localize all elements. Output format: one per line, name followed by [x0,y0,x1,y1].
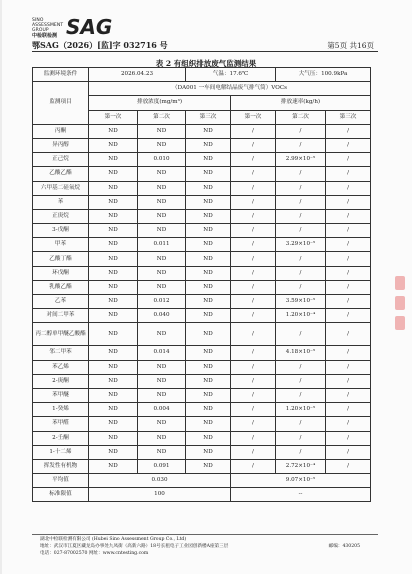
rate-cell: / [326,124,371,138]
concentration-cell: ND [186,124,231,138]
concentration-cell: ND [186,459,231,473]
table-row [33,295,371,309]
footer-postcode: 邮编：430205 [328,544,360,549]
pollutant-name: 异丙醇 [33,138,89,152]
logo-sag-text: SAG [66,15,113,39]
rate-cell: / [231,374,276,388]
document-number: 鄂SAG（2026）[监]字 032716 号 [32,40,168,50]
cond-label: 监测环境条件 [33,68,89,82]
concentration-cell: ND [138,388,186,402]
concentration-cell: ND [138,431,186,445]
concentration-cell: ND [186,138,231,152]
concentration-cell: ND [89,195,138,209]
concentration-cell: ND [186,388,231,402]
table-row [33,138,371,152]
rate-cell: / [326,431,371,445]
footer-company: 湖北中检联检测有限公司 (Hubei Sino Assessment Group Co., Ltd) [40,537,187,542]
rate-header: 排放速率(kg/h) [231,96,371,110]
rate-cell: / [276,209,326,223]
concentration-cell: ND [186,417,231,431]
table-row [33,209,371,223]
rate-cell: / [231,445,276,459]
pollutant-name: 乙酸乙酯 [33,167,89,181]
concentration-cell: ND [138,252,186,266]
concentration-cell: ND [138,167,186,181]
concentration-cell: ND [89,167,138,181]
rate-cell: / [231,280,276,294]
rate-cell: / [231,295,276,309]
pollutant-name: 正己烷 [33,153,89,167]
limit-rate: -- [231,488,371,502]
concentration-cell: 0.011 [138,238,186,252]
avg-conc: 0.030 [89,474,231,488]
concentration-cell: ND [186,224,231,238]
table-row [33,153,371,167]
cond-pressure: 大气压：100.9kPa [276,68,371,82]
concentration-cell: ND [186,346,231,360]
concentration-cell: ND [186,323,231,346]
pollutant-name: 丙酮 [33,124,89,138]
rate-cell: / [326,167,371,181]
pollutant-name: 苯乙烯 [33,360,89,374]
rate-cell: / [276,195,326,209]
rate-cell: / [276,374,326,388]
rate-cell: / [326,195,371,209]
concentration-cell: ND [186,167,231,181]
concentration-cell: 0.091 [138,459,186,473]
footer-divider [32,534,378,535]
rate-cell: / [276,417,326,431]
pollutant-name: 3-戊酮 [33,224,89,238]
rate-cell: / [326,388,371,402]
rate-cell: / [231,181,276,195]
rate-cell: / [326,252,371,266]
concentration-cell: ND [89,360,138,374]
rate-cell: / [326,181,371,195]
limit-conc: 100 [89,488,231,502]
concentration-cell: ND [89,459,138,473]
concentration-cell: ND [138,209,186,223]
logo-mark [32,18,64,40]
rate-cell: / [326,238,371,252]
pollutant-name: 2-庚酮 [33,374,89,388]
concentration-cell: ND [138,374,186,388]
rate-cell: / [326,374,371,388]
rate-cell: / [326,209,371,223]
rate-cell: / [326,224,371,238]
concentration-cell: ND [186,238,231,252]
pollutant-name: 苯 [33,195,89,209]
concentration-cell: ND [89,209,138,223]
concentration-cell: ND [186,181,231,195]
table-row [33,323,371,346]
rate-cell: 3.59×10⁻⁵ [276,295,326,309]
page-number: 第5页 共16页 [327,41,374,50]
rate-cell: / [231,238,276,252]
logo-sino-text: SINO ASSESSMENT GROUP [32,18,64,33]
table-row [33,403,371,417]
rate-cell: 4.18×10⁻⁵ [276,346,326,360]
rate-cell: / [231,323,276,346]
concentration-cell: ND [186,431,231,445]
rate-cell: / [326,266,371,280]
concentration-cell: ND [89,388,138,402]
rate-cell: / [326,295,371,309]
concentration-cell: ND [89,346,138,360]
rate-cell: / [326,346,371,360]
rate-cell: / [231,209,276,223]
average-row [33,474,371,488]
pollutant-name: 正庚烷 [33,209,89,223]
concentration-cell: ND [186,195,231,209]
table-row [33,417,371,431]
sub-header: 第三次 [186,110,231,124]
rate-cell: / [231,153,276,167]
rate-cell: / [326,445,371,459]
pollutant-name: 环戊酮 [33,266,89,280]
rate-cell: / [231,388,276,402]
rate-cell: / [326,309,371,323]
concentration-cell: ND [138,445,186,459]
table-row [33,266,371,280]
concentration-cell: ND [89,417,138,431]
rate-cell: / [231,167,276,181]
rate-cell: / [231,309,276,323]
concentration-cell: ND [89,323,138,346]
concentration-cell: ND [89,266,138,280]
concentration-cell: ND [89,224,138,238]
logo-cn-text: 中检联检测 [32,33,58,39]
rate-cell: / [326,280,371,294]
rate-cell: 3.29×10⁻⁵ [276,238,326,252]
cond-temp: 气温：17.6℃ [186,68,276,82]
rate-cell: / [326,138,371,152]
concentration-cell: ND [89,238,138,252]
rate-cell: / [326,323,371,346]
rate-cell: / [276,138,326,152]
rate-cell: / [326,459,371,473]
footer-address: 地址：武汉市江夏区藏龙岛办事处九凤街（高新六路）18号长租电子工业园创新楼A座第三层 [40,544,229,549]
table-row [33,309,371,323]
concentration-cell: ND [186,360,231,374]
table-row [33,445,371,459]
concentration-cell: ND [138,138,186,152]
concentration-cell: ND [186,153,231,167]
rate-cell: / [231,224,276,238]
rate-cell: / [276,388,326,402]
sub-header: 第三次 [326,110,371,124]
concentration-cell: ND [89,252,138,266]
concentration-cell: ND [138,266,186,280]
rate-cell: / [231,138,276,152]
table-row [33,459,371,473]
concentration-cell: ND [138,323,186,346]
rate-cell: / [276,323,326,346]
table-row [33,195,371,209]
rate-cell: / [231,346,276,360]
concentration-cell: 0.010 [138,153,186,167]
page-footer [40,536,380,557]
pollutant-name: 2-壬酮 [33,431,89,445]
concentration-cell: ND [186,252,231,266]
rate-cell: / [276,266,326,280]
concentration-cell: ND [186,295,231,309]
seal-stamp [395,270,411,410]
pollutant-name: 乳酸乙酯 [33,280,89,294]
rate-cell: / [231,266,276,280]
pollutant-name: 丙二醇单甲醚乙酸酯 [33,323,89,346]
rate-cell: / [326,360,371,374]
pollutant-name: 乙苯 [33,295,89,309]
table-row [33,388,371,402]
rate-cell: / [276,445,326,459]
rate-cell: / [276,167,326,181]
rate-cell: / [231,360,276,374]
sub-header: 第二次 [138,110,186,124]
table-row [33,374,371,388]
concentration-cell: ND [186,280,231,294]
limit-label: 标准限值 [33,488,89,502]
concentration-cell: ND [89,181,138,195]
sub-header: 第一次 [89,110,138,124]
sub-header: 第一次 [231,110,276,124]
rate-cell: / [326,403,371,417]
rate-cell: 2.72×10⁻⁴ [276,459,326,473]
rate-cell: / [326,417,371,431]
company-logo [32,16,122,40]
rate-cell: / [231,195,276,209]
concentration-cell: ND [138,417,186,431]
pollutant-name: 1-十二烯 [33,445,89,459]
concentration-cell: ND [186,309,231,323]
pollutant-name: 对间二甲苯 [33,309,89,323]
table-row [33,252,371,266]
limit-row [33,488,371,502]
concentration-cell: ND [138,360,186,374]
table-row [33,124,371,138]
table-row [33,181,371,195]
pollutant-name: 苯甲醛 [33,417,89,431]
conditions-row [33,68,371,82]
table-row [33,167,371,181]
concentration-cell: 0.012 [138,295,186,309]
table-row [33,431,371,445]
table-title: 表 2 有组织排放废气监测结果 [155,59,257,68]
concentration-cell: ND [89,138,138,152]
concentration-cell: 0.040 [138,309,186,323]
pollutant-name: 甲苯 [33,238,89,252]
rate-cell: / [276,224,326,238]
concentration-cell: ND [186,374,231,388]
rate-cell: / [276,431,326,445]
concentration-cell: 0.014 [138,346,186,360]
concentration-cell: ND [138,195,186,209]
rate-cell: / [276,252,326,266]
source-label: （DA001 一车间电解结晶废气排气筒）VOCs [89,82,371,96]
avg-label: 平均值 [33,474,89,488]
concentration-cell: ND [89,445,138,459]
concentration-cell: ND [186,403,231,417]
rate-cell: 1.20×10⁻⁴ [276,309,326,323]
table-row [33,346,371,360]
concentration-cell: 0.004 [138,403,186,417]
concentration-cell: ND [138,280,186,294]
page-edge [0,0,2,574]
concentration-cell: ND [186,209,231,223]
pollutant-name: 乙酸丁酯 [33,252,89,266]
rate-cell: / [276,181,326,195]
concentration-cell: ND [138,124,186,138]
rate-cell: / [231,459,276,473]
concentration-cell: ND [89,280,138,294]
rate-cell: / [231,417,276,431]
source-row [33,82,371,96]
concentration-cell: ND [138,224,186,238]
concentration-cell: ND [89,295,138,309]
sub-header: 第二次 [276,110,326,124]
item-header: 监测项目 [33,82,89,125]
rate-cell: / [231,252,276,266]
conc-header: 排放浓度(mg/m³) [89,96,231,110]
concentration-cell: ND [89,431,138,445]
concentration-cell: ND [89,124,138,138]
rate-cell: / [276,360,326,374]
rate-cell: 1.20×10⁻⁵ [276,403,326,417]
concentration-cell: ND [186,445,231,459]
avg-rate: 9.07×10⁻⁵ [231,474,371,488]
concentration-cell: ND [89,309,138,323]
table-row [33,360,371,374]
rate-cell: / [276,124,326,138]
concentration-cell: ND [89,374,138,388]
table-row [33,280,371,294]
table-row [33,224,371,238]
pollutant-name: 1-癸烯 [33,403,89,417]
concentration-cell: ND [89,153,138,167]
rate-cell: / [231,124,276,138]
pollutant-name: 苯甲醚 [33,388,89,402]
table-row [33,238,371,252]
cond-date: 2026.04.23 [89,68,186,82]
pollutant-name: 六甲基二硅氧烷 [33,181,89,195]
rate-cell: / [326,153,371,167]
concentration-cell: ND [138,181,186,195]
results-table [32,67,371,502]
data-rows [33,124,371,473]
header-divider [32,51,378,52]
pollutant-name: 邻二甲苯 [33,346,89,360]
rate-cell: 2.99×10⁻⁵ [276,153,326,167]
concentration-cell: ND [186,266,231,280]
footer-contact: 电话：027-87002570 网址：www.cntesting.com [40,551,149,556]
rate-cell: / [276,280,326,294]
pollutant-name: 挥发性有机物 [33,459,89,473]
rate-cell: / [231,431,276,445]
rate-cell: / [231,403,276,417]
concentration-cell: ND [89,403,138,417]
